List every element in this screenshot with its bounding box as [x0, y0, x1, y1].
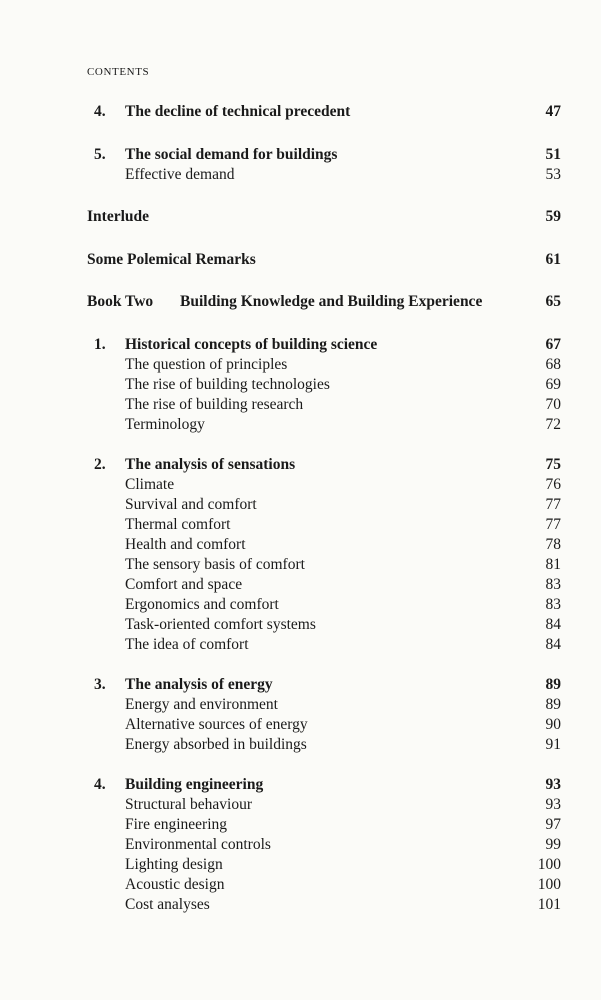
toc-entry — [0, 375, 601, 395]
toc-entry — [0, 875, 601, 895]
toc-entry — [0, 475, 601, 495]
page-number: 83 — [545, 596, 561, 613]
entry-title: Effective demand — [125, 166, 235, 183]
entry-title: The decline of technical precedent — [125, 103, 351, 120]
page-number: 77 — [545, 496, 561, 513]
toc-entry — [0, 675, 601, 695]
toc-entry — [0, 415, 601, 435]
chapter-number: 3. — [94, 676, 106, 693]
page-number: 89 — [545, 696, 561, 713]
page-number: 100 — [537, 876, 561, 893]
entry-title: Task-oriented comfort systems — [125, 616, 316, 633]
page-number: 65 — [545, 293, 561, 310]
toc-entry — [0, 292, 601, 312]
toc-entry — [0, 495, 601, 515]
toc-entry — [0, 515, 601, 535]
entry-title: Health and comfort — [125, 536, 246, 553]
entry-title: The analysis of sensations — [125, 456, 296, 473]
entry-title: Structural behaviour — [125, 796, 252, 813]
entry-title: The analysis of energy — [125, 676, 273, 693]
chapter-number: 1. — [94, 336, 106, 353]
page-number: 90 — [545, 716, 561, 733]
toc-entry — [0, 715, 601, 735]
entry-title: Energy and environment — [125, 696, 278, 713]
toc-entry — [0, 455, 601, 475]
page-number: 89 — [545, 676, 561, 693]
page-number: 77 — [545, 516, 561, 533]
chapter-number: 2. — [94, 456, 106, 473]
page-number: 69 — [545, 376, 561, 393]
entry-title: The question of principles — [125, 356, 288, 373]
page-number: 93 — [545, 776, 561, 793]
toc-entry — [0, 335, 601, 355]
page-number: 67 — [545, 336, 561, 353]
entry-title: Survival and comfort — [125, 496, 257, 513]
page-number: 51 — [545, 146, 561, 163]
entry-title: Acoustic design — [125, 876, 225, 893]
entry-title: Alternative sources of energy — [125, 716, 308, 733]
page-number: 101 — [537, 896, 561, 913]
page-number: 61 — [545, 251, 561, 268]
page-number: 91 — [545, 736, 561, 753]
toc-entry — [0, 835, 601, 855]
entry-title: Environmental controls — [125, 836, 271, 853]
entry-title: The social demand for buildings — [125, 146, 338, 163]
toc-entry — [0, 250, 601, 270]
toc-entry — [0, 695, 601, 715]
toc-entry — [0, 855, 601, 875]
page-number: 84 — [545, 616, 561, 633]
entry-title: Cost analyses — [125, 896, 210, 913]
toc-entry — [0, 555, 601, 575]
toc-entry — [0, 102, 601, 122]
toc-entry — [0, 775, 601, 795]
entry-title: Building Knowledge and Building Experience — [180, 293, 483, 310]
page-number: 84 — [545, 636, 561, 653]
page-number: 100 — [537, 856, 561, 873]
chapter-number: 4. — [94, 776, 106, 793]
book-label: Book Two — [87, 293, 154, 310]
entry-title: Building engineering — [125, 776, 264, 793]
page-number: 99 — [545, 836, 561, 853]
toc-entry — [0, 815, 601, 835]
page-number: 47 — [545, 103, 561, 120]
toc-entry — [0, 145, 601, 165]
toc-entry — [0, 615, 601, 635]
entry-title: Energy absorbed in buildings — [125, 736, 307, 753]
toc-entry — [0, 635, 601, 655]
toc-entry — [0, 207, 601, 227]
toc-entry — [0, 595, 601, 615]
toc-entry — [0, 575, 601, 595]
page-number: 53 — [545, 166, 561, 183]
entry-title: Some Polemical Remarks — [87, 251, 256, 268]
entry-title: Climate — [125, 476, 175, 493]
entry-title: Thermal comfort — [125, 516, 231, 533]
entry-title: The rise of building research — [125, 396, 304, 413]
toc-entry — [0, 355, 601, 375]
toc-entry — [0, 895, 601, 915]
toc-entry — [0, 535, 601, 555]
page-number: 59 — [545, 208, 561, 225]
page-number: 72 — [545, 416, 561, 433]
entry-title: Terminology — [125, 416, 205, 433]
page-number: 97 — [545, 816, 561, 833]
toc-entry — [0, 795, 601, 815]
chapter-number: 5. — [94, 146, 106, 163]
chapter-number: 4. — [94, 103, 106, 120]
entry-title: Ergonomics and comfort — [125, 596, 279, 613]
page-number: 81 — [545, 556, 561, 573]
page-number: 83 — [545, 576, 561, 593]
page-number: 70 — [545, 396, 561, 413]
page-number: 76 — [545, 476, 561, 493]
toc-entry — [0, 165, 601, 185]
entry-title: Interlude — [87, 208, 149, 225]
entry-title: The sensory basis of comfort — [125, 556, 305, 573]
page-number: 75 — [545, 456, 561, 473]
entry-title: Fire engineering — [125, 816, 228, 833]
entry-title: The rise of building technologies — [125, 376, 330, 393]
toc-entry — [0, 395, 601, 415]
contents-heading: CONTENTS — [87, 66, 150, 78]
page-number: 93 — [545, 796, 561, 813]
page-number: 78 — [545, 536, 561, 553]
entry-title: Lighting design — [125, 856, 223, 873]
toc-entry — [0, 735, 601, 755]
page-number: 68 — [545, 356, 561, 373]
entry-title: Comfort and space — [125, 576, 243, 593]
entry-title: The idea of comfort — [125, 636, 249, 653]
entry-title: Historical concepts of building science — [125, 336, 378, 353]
